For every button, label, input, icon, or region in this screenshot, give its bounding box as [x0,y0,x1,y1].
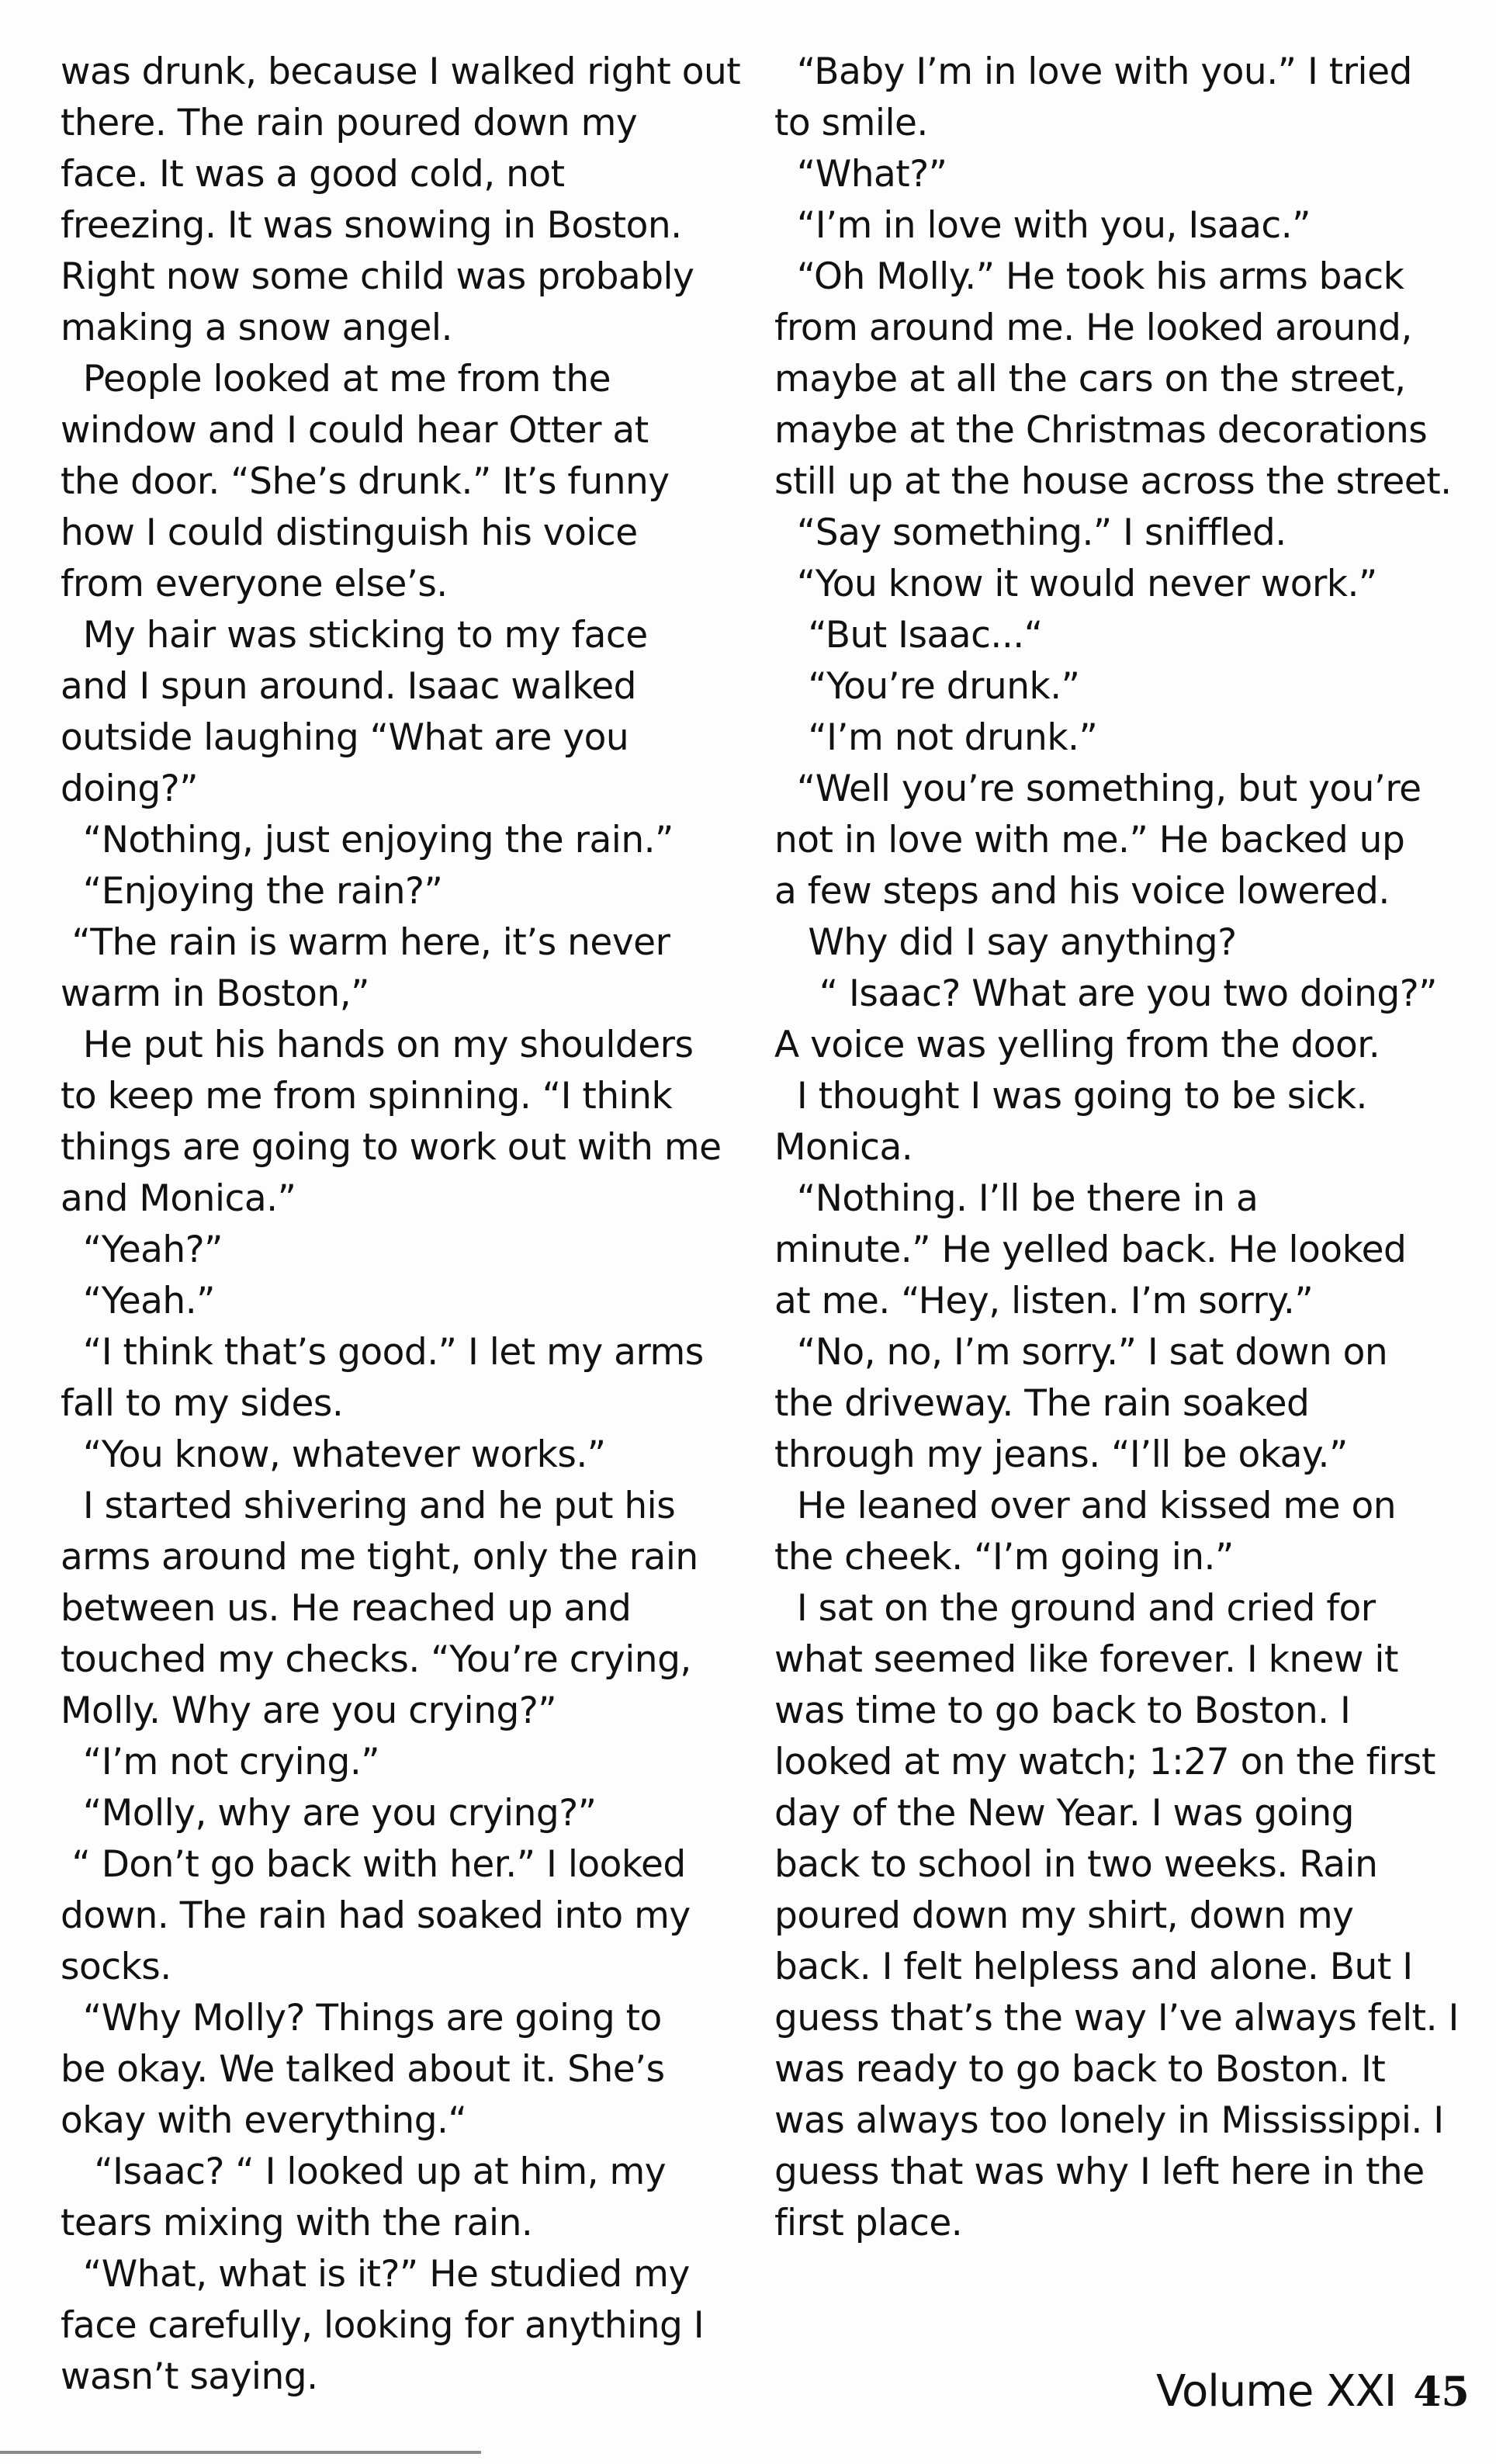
text-line: “Why Molly? Things are going to [61,1997,662,2039]
text-line: down. The rain had soaked into my [61,1894,691,1937]
text-line: was time to go back to Boston. I [774,1689,1351,1732]
text-line: and I spun around. Isaac walked [61,665,636,708]
scan-edge-line [0,2451,481,2454]
text-line: to smile. [774,102,928,144]
text-line: “Say something.” I sniffled. [774,511,1286,554]
text-line: through my jeans. “I’ll be okay.” [774,1433,1348,1476]
text-line: “Well you’re something, but you’re [774,768,1422,810]
text-line: Why did I say anything? [774,921,1237,964]
text-line: He leaned over and kissed me on [774,1485,1397,1527]
text-line: “I think that’s good.” I let my arms [61,1331,704,1374]
text-line: doing?” [61,768,199,810]
text-line: to keep me from spinning. “I think [61,1075,673,1118]
text-line: minute.” He yelled back. He looked [774,1229,1407,1271]
text-line: back. I felt helpless and alone. But I [774,1946,1413,1988]
text-line: “You’re drunk.” [774,665,1080,708]
text-line: socks. [61,1946,171,1988]
text-line: what seemed like forever. I knew it [774,1638,1398,1681]
text-line: Molly. Why are you crying?” [61,1689,557,1732]
text-line: was always too lonely in Mississippi. I [774,2099,1444,2142]
text-line: “I’m not crying.” [61,1741,380,1783]
text-line: “Nothing, just enjoying the rain.” [61,819,674,861]
text-line: not in love with me.” He backed up [774,819,1405,861]
text-line: I started shivering and he put his [61,1485,676,1527]
text-line: I thought I was going to be sick. [774,1075,1367,1118]
text-line: maybe at all the cars on the street, [774,358,1406,400]
text-line: “You know it would never work.” [774,563,1377,605]
text-line: still up at the house across the street. [774,460,1452,503]
text-line: warm in Boston,” [61,972,369,1015]
text-line: was drunk, because I walked right out [61,50,741,93]
text-line: from everyone else’s. [61,563,448,605]
page-footer [1156,2359,1470,2421]
text-line: People looked at me from the [61,358,611,400]
text-line: “You know, whatever works.” [61,1433,606,1476]
text-line: “The rain is warm here, it’s never [61,921,670,964]
left-text-column [61,47,759,2403]
text-line: “What, what is it?” He studied my [61,2253,690,2296]
text-line: Monica. [774,1126,913,1169]
text-line: things are going to work out with me [61,1126,722,1169]
text-line: “Nothing. I’ll be there in a [774,1177,1259,1220]
text-line: first place. [774,2202,963,2244]
text-line: tears mixing with the rain. [61,2202,533,2244]
text-line: outside laughing “What are you [61,716,629,759]
page-number: 45 [1413,2369,1470,2416]
text-line: Right now some child was probably [61,255,694,298]
text-line: window and I could hear Otter at [61,409,649,452]
text-line: from around me. He looked around, [774,307,1412,349]
text-line: back to school in two weeks. Rain [774,1843,1378,1886]
text-line: fall to my sides. [61,1382,344,1425]
text-line: freezing. It was snowing in Boston. [61,204,682,247]
text-line: okay with everything.“ [61,2099,467,2142]
text-line: be okay. We talked about it. She’s [61,2048,665,2091]
text-line: I sat on the ground and cried for [774,1587,1376,1630]
text-line: wasn’t saying. [61,2355,318,2398]
text-line: “What?” [774,153,947,196]
text-line: “Enjoying the rain?” [61,870,443,913]
text-line: “But Isaac...“ [774,614,1043,657]
text-line: the cheek. “I’m going in.” [774,1536,1234,1579]
text-line: making a snow angel. [61,307,452,349]
text-line: the driveway. The rain soaked [774,1382,1310,1425]
text-line: was ready to go back to Boston. It [774,2048,1386,2091]
text-line: My hair was sticking to my face [61,614,648,657]
text-line: A voice was yelling from the door. [774,1024,1380,1066]
text-line: the door. “She’s drunk.” It’s funny [61,460,670,503]
text-line: poured down my shirt, down my [774,1894,1354,1937]
text-line: “Molly, why are you crying?” [61,1792,597,1835]
text-line: there. The rain poured down my [61,102,638,144]
text-line: day of the New Year. I was going [774,1792,1354,1835]
text-line: and Monica.” [61,1177,296,1220]
text-line: arms around me tight, only the rain [61,1536,698,1579]
right-text-column [774,47,1473,2249]
text-line: how I could distinguish his voice [61,511,638,554]
text-line: face carefully, looking for anything I [61,2304,705,2347]
text-line: “Oh Molly.” He took his arms back [774,255,1404,298]
text-line: “ Isaac? What are you two doing?” [774,972,1438,1015]
text-line: maybe at the Christmas decorations [774,409,1428,452]
text-line: “I’m not drunk.” [774,716,1098,759]
text-line: face. It was a good cold, not [61,153,565,196]
text-line: a few steps and his voice lowered. [774,870,1390,913]
text-line: at me. “Hey, listen. I’m sorry.” [774,1280,1314,1322]
text-line: touched my checks. “You’re crying, [61,1638,691,1681]
text-line: guess that was why I left here in the [774,2150,1425,2193]
text-line: “Yeah?” [61,1229,223,1271]
text-line: “No, no, I’m sorry.” I sat down on [774,1331,1388,1374]
text-line: “Baby I’m in love with you.” I tried [774,50,1412,93]
text-line: between us. He reached up and [61,1587,632,1630]
text-line: “I’m in love with you, Isaac.” [774,204,1311,247]
text-line: “Isaac? “ I looked up at him, my [61,2150,667,2193]
volume-label: Volume XXI [1156,2366,1397,2417]
text-line: “Yeah.” [61,1280,215,1322]
text-line: guess that’s the way I’ve always felt. I [774,1997,1459,2039]
text-line: looked at my watch; 1:27 on the first [774,1741,1435,1783]
text-line: He put his hands on my shoulders [61,1024,694,1066]
text-line: “ Don’t go back with her.” I looked [61,1843,686,1886]
